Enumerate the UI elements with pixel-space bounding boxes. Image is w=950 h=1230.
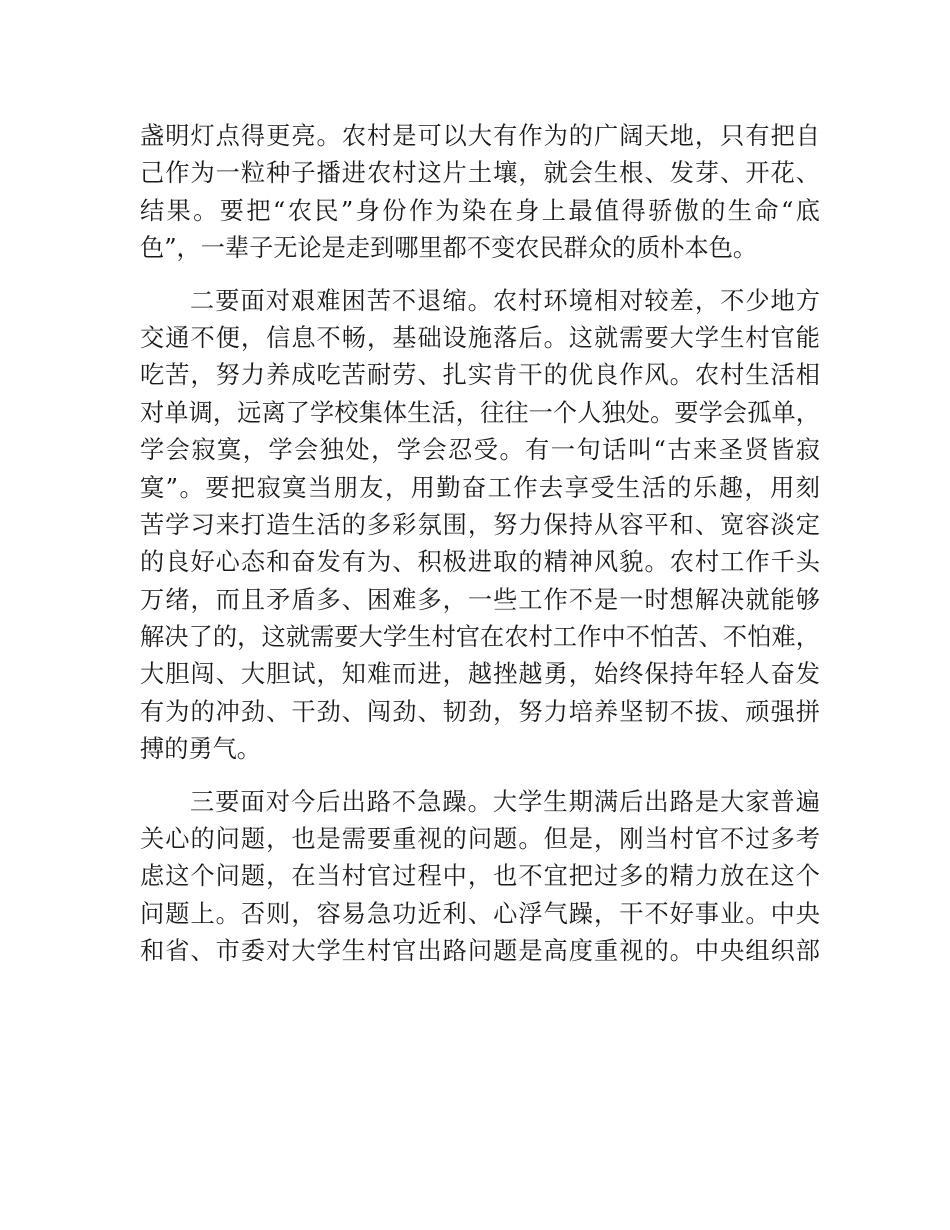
paragraph-future <box>140 784 820 971</box>
text-line: 对单调，远离了学校集体生活，往往一个人独处。要学会孤单， <box>140 398 820 427</box>
text-line: 和省、市委对大学生村官出路问题是高度重视的。中央组织部 <box>140 937 820 966</box>
paragraph-hardship <box>140 283 820 769</box>
text-line: 有为的冲劲、干劲、闯劲、韧劲，努力培养坚韧不拔、顽强拼 <box>140 697 820 726</box>
text-line: 己作为一粒种子播进农村这片土壤，就会生根、发芽、开花、 <box>140 159 820 188</box>
text-line: 结果。要把“农民”身份作为染在身上最值得骄傲的生命“底 <box>140 196 820 225</box>
text-line: 盏明灯点得更亮。农村是可以大有作为的广阔天地，只有把自 <box>140 122 820 150</box>
text-line: 大胆闯、大胆试，知难而进，越挫越勇，始终保持年轻人奋发 <box>140 660 820 689</box>
text-line: 解决了的，这就需要大学生村官在农村工作中不怕苦、不怕难， <box>140 623 820 652</box>
paragraph-continuation <box>140 118 820 268</box>
text-line: 色”，一辈子无论是走到哪里都不变农民群众的质朴本色。 <box>140 234 758 263</box>
text-line: 关心的问题，也是需要重视的问题。但是，刚当村官不过多考 <box>140 825 820 854</box>
text-line: 二要面对艰难困苦不退缩。农村环境相对较差，不少地方 <box>190 286 820 315</box>
text-line: 万绪，而且矛盾多、困难多，一些工作不是一时想解决就能够 <box>140 585 820 614</box>
text-line: 寞”。要把寂寞当朋友，用勤奋工作去享受生活的乐趣，用刻 <box>140 473 820 502</box>
text-line: 学会寂寞，学会独处，学会忍受。有一句话叫“古来圣贤皆寂 <box>140 436 820 465</box>
text-line: 三要面对今后出路不急躁。大学生期满后出路是大家普遍 <box>190 787 820 816</box>
text-line: 搏的勇气。 <box>140 735 261 764</box>
text-line: 苦学习来打造生活的多彩氛围，努力保持从容平和、宽容淡定 <box>140 510 820 539</box>
text-line: 问题上。否则，容易急功近利、心浮气躁，干不好事业。中央 <box>140 899 820 928</box>
document-body <box>140 118 820 971</box>
text-line: 吃苦，努力养成吃苦耐劳、扎实肯干的优良作风。农村生活相 <box>140 361 820 390</box>
text-line: 虑这个问题，在当村官过程中，也不宜把过多的精力放在这个 <box>140 862 820 891</box>
text-line: 交通不便，信息不畅，基础设施落后。这就需要大学生村官能 <box>140 323 820 352</box>
text-line: 的良好心态和奋发有为、积极进取的精神风貌。农村工作千头 <box>140 548 820 577</box>
